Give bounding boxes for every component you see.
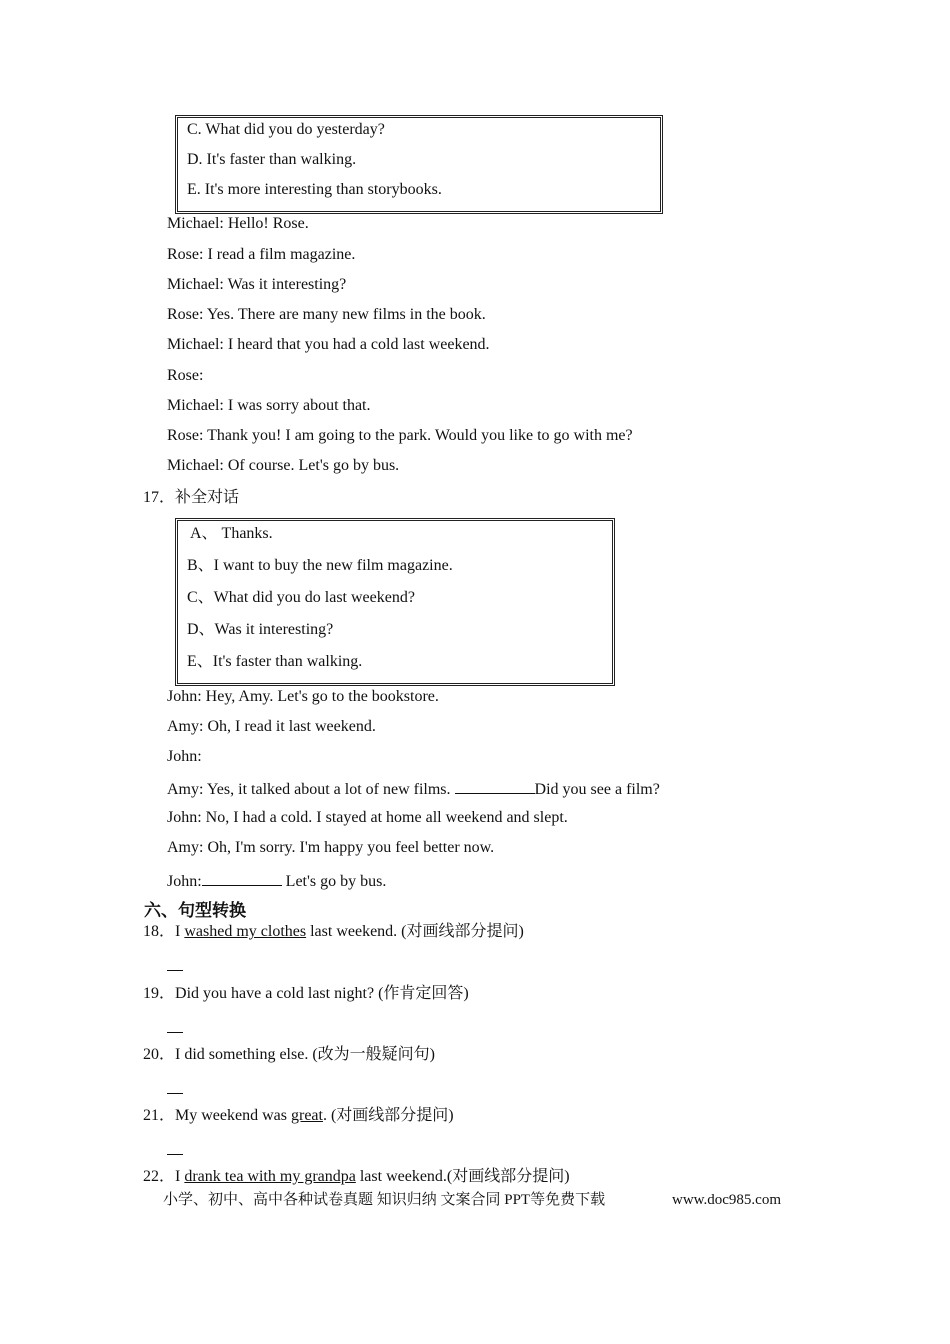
- question-text: I did something else. (改为一般疑问句): [175, 1046, 435, 1063]
- dialogue1-line: Michael: Was it interesting?: [167, 276, 347, 293]
- footer-url[interactable]: www.doc985.com: [672, 1192, 782, 1208]
- answer-line[interactable]: [167, 1032, 183, 1033]
- answer-blank[interactable]: [455, 777, 535, 794]
- question-number: 17．: [143, 489, 176, 506]
- question-text: I: [175, 1168, 185, 1185]
- dialogue2-line: [167, 869, 386, 892]
- question-title: 补全对话: [175, 489, 240, 506]
- underlined-phrase: washed my clothes: [184, 923, 307, 940]
- question-number: 21．: [143, 1107, 176, 1124]
- box2-option-b: B、I want to buy the new film magazine.: [187, 557, 453, 574]
- dialogue2-line: John: No, I had a cold. I stayed at home all weekend and slept.: [167, 809, 568, 826]
- question-number: 20．: [143, 1046, 176, 1063]
- dialogue1-line: Michael: I was sorry about that.: [167, 397, 371, 414]
- underlined-phrase: great: [290, 1107, 323, 1124]
- dialogue1-line: Rose: Yes. There are many new films in the book.: [167, 306, 486, 323]
- box2-option-c: C、What did you do last weekend?: [187, 589, 415, 606]
- box2-option-a: A、 Thanks.: [190, 525, 273, 542]
- dialogue2-line: Amy: Oh, I'm sorry. I'm happy you feel better now.: [167, 839, 495, 856]
- question-19: [143, 984, 469, 1004]
- dialogue1-line: Michael: Hello! Rose.: [167, 215, 309, 232]
- underlined-phrase: drank tea with my grandpa: [184, 1168, 356, 1185]
- question-22: [143, 1167, 570, 1187]
- answer-line[interactable]: [167, 970, 183, 971]
- box1-option-c: C. What did you do yesterday?: [187, 121, 385, 138]
- footer-text: 小学、初中、高中各种试卷真题 知识归纳 文案合同 PPT等免费下载: [163, 1192, 606, 1208]
- dialogue2-line: [167, 777, 660, 800]
- dialogue1-line: Rose: I read a film magazine.: [167, 246, 356, 263]
- dialogue2-line: John:: [167, 748, 202, 765]
- dialogue-text: John:: [167, 873, 202, 890]
- question-18: [143, 922, 524, 942]
- question-text: . (对画线部分提问): [322, 1107, 454, 1124]
- box1-option-e: E. It's more interesting than storybooks.: [187, 181, 442, 198]
- question-text: My weekend was: [175, 1107, 291, 1124]
- question-text: I: [175, 923, 185, 940]
- box1-option-d: D. It's faster than walking.: [187, 151, 357, 168]
- box2-option-e: E、It's faster than walking.: [187, 653, 363, 670]
- question-21: [143, 1106, 454, 1126]
- dialogue-text: Amy: Yes, it talked about a lot of new films.: [167, 781, 455, 798]
- dialogue1-line: Rose: Thank you! I am going to the park. Would you like to go with me?: [167, 427, 633, 444]
- dialogue-text: Let's go by bus.: [281, 873, 387, 890]
- question-number: 18．: [143, 923, 176, 940]
- question-number: 19．: [143, 985, 176, 1002]
- section-6-title: 六、句型转换: [144, 901, 246, 921]
- question-text: last weekend.(对画线部分提问): [355, 1168, 570, 1185]
- question-20: [143, 1045, 435, 1065]
- dialogue1-line: Michael: Of course. Let's go by bus.: [167, 457, 400, 474]
- answer-blank[interactable]: [202, 869, 282, 886]
- question-number: 22．: [143, 1168, 176, 1185]
- dialogue2-line: Amy: Oh, I read it last weekend.: [167, 718, 376, 735]
- question-text: Did you have a cold last night? (作肯定回答): [175, 985, 469, 1002]
- answer-line[interactable]: [167, 1093, 183, 1094]
- dialogue1-line: Rose:: [167, 367, 204, 384]
- dialogue2-line: John: Hey, Amy. Let's go to the bookstore.: [167, 688, 439, 705]
- dialogue-text: Did you see a film?: [534, 781, 660, 798]
- dialogue1-line: Michael: I heard that you had a cold last weekend.: [167, 336, 490, 353]
- question-17-heading: [143, 488, 239, 508]
- answer-line[interactable]: [167, 1154, 183, 1155]
- box2-option-d: D、Was it interesting?: [187, 621, 334, 638]
- question-text: last weekend. (对画线部分提问): [306, 923, 524, 940]
